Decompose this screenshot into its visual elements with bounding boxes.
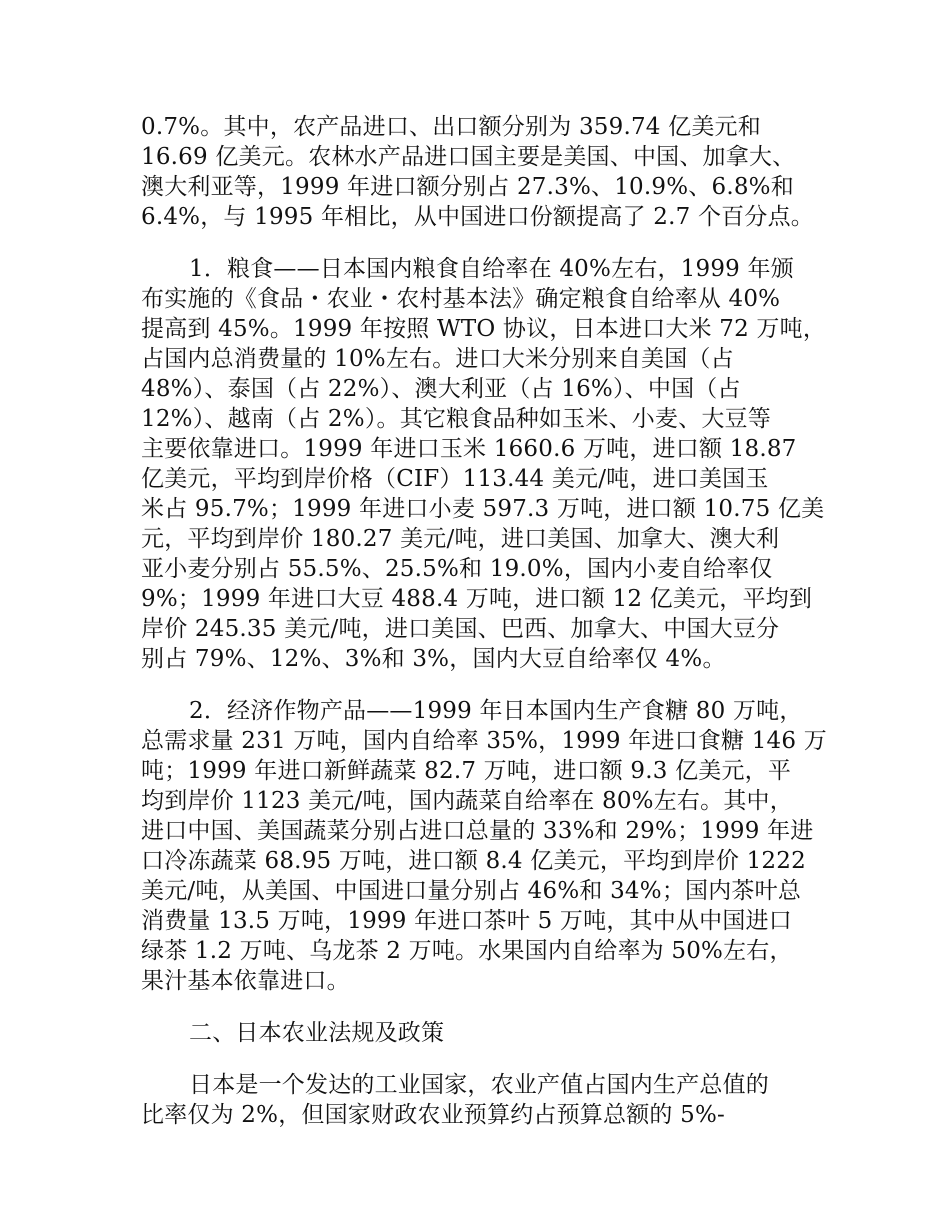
text-line: 消费量 13.5 万吨，1999 年进口茶叶 5 万吨，其中从中国进口 (141, 908, 792, 934)
text-line: 口冷冻蔬菜 68.95 万吨，进口额 8.4 亿美元，平均到岸价 1222 (141, 848, 806, 874)
text-line: 果汁基本依靠进口。 (141, 968, 350, 994)
text-line: 亚小麦分别占 55.5%、25.5%和 19.0%，国内小麦自给率仅 (141, 556, 773, 582)
text-line: 6.4%，与 1995 年相比，从中国进口份额提高了 2.7 个百分点。 (141, 204, 814, 230)
text-line: 岸价 245.35 美元/吨，进口美国、巴西、加拿大、中国大豆分 (141, 616, 780, 642)
text-line: 元，平均到岸价 180.27 美元/吨，进口美国、加拿大、澳大利 (141, 526, 780, 552)
paragraph-grain (141, 254, 827, 674)
text-line: 0.7%。其中，农产品进口、出口额分别为 359.74 亿美元和 (141, 114, 761, 140)
document-body (141, 112, 827, 1130)
text-line: 亿美元，平均到岸价格（CIF）113.44 美元/吨，进口美国玉 (141, 466, 769, 492)
text-line: 进口中国、美国蔬菜分别占进口总量的 33%和 29%；1999 年进 (141, 818, 814, 844)
text-line: 12%）、越南（占 2%）。其它粮食品种如玉米、小麦、大豆等 (141, 406, 771, 432)
paragraph-spacer (141, 1048, 821, 1070)
text-line: 16.69 亿美元。农林水产品进口国主要是美国、中国、加拿大、 (141, 144, 796, 170)
text-line: 美元/吨，从美国、中国进口量分别占 46%和 34%；国内茶叶总 (141, 878, 802, 904)
paragraph-spacer (141, 232, 821, 254)
paragraph-intro (141, 112, 821, 232)
text-line: 绿茶 1.2 万吨、乌龙茶 2 万吨。水果国内自给率为 50%左右， (141, 938, 793, 964)
text-line: 米占 95.7%；1999 年进口小麦 597.3 万吨，进口额 10.75 亿美 (141, 496, 825, 522)
text-line: 主要依靠进口。1999 年进口玉米 1660.6 万吨，进口额 18.87 (141, 436, 797, 462)
text-line: 布实施的《食品・农业・农村基本法》确定粮食自给率从 40% (141, 286, 781, 312)
text-line: 占国内总消费量的 10%左右。进口大米分别来自美国（占 (141, 346, 734, 372)
section-heading (141, 1018, 821, 1048)
paragraph-cash-crops (141, 696, 827, 996)
text-line: 总需求量 231 万吨，国内自给率 35%，1999 年进口食糖 146 万 (141, 728, 827, 754)
text-line: 提高到 45%。1999 年按照 WTO 协议，日本进口大米 72 万吨， (141, 316, 827, 342)
text-line: 均到岸价 1123 美元/吨，国内蔬菜自给率在 80%左右。其中， (141, 788, 793, 814)
text-line: 9%；1999 年进口大豆 488.4 万吨，进口额 12 亿美元，平均到 (141, 586, 813, 612)
text-line: 1．粮食——日本国内粮食自给率在 40%左右，1999 年颁 (189, 256, 794, 282)
text-line: 吨；1999 年进口新鲜蔬菜 82.7 万吨，进口额 9.3 亿美元，平 (141, 758, 792, 784)
text-line: 别占 79%、12%、3%和 3%，国内大豆自给率仅 4%。 (141, 646, 726, 672)
paragraph-policy (141, 1070, 821, 1130)
paragraph-spacer (141, 996, 821, 1018)
text-line: 比率仅为 2%，但国家财政农业预算约占预算总额的 5%- (141, 1102, 725, 1128)
text-line: 2．经济作物产品——1999 年日本国内生产食糖 80 万吨， (189, 698, 803, 724)
text-line: 日本是一个发达的工业国家，农业产值占国内生产总值的 (189, 1072, 769, 1098)
text-line: 澳大利亚等，1999 年进口额分别占 27.3%、10.9%、6.8%和 (141, 174, 794, 200)
text-line: 48%）、泰国（占 22%）、澳大利亚（占 16%）、中国（占 (141, 376, 741, 402)
paragraph-spacer (141, 674, 821, 696)
heading-text: 二、日本农业法规及政策 (189, 1020, 445, 1046)
